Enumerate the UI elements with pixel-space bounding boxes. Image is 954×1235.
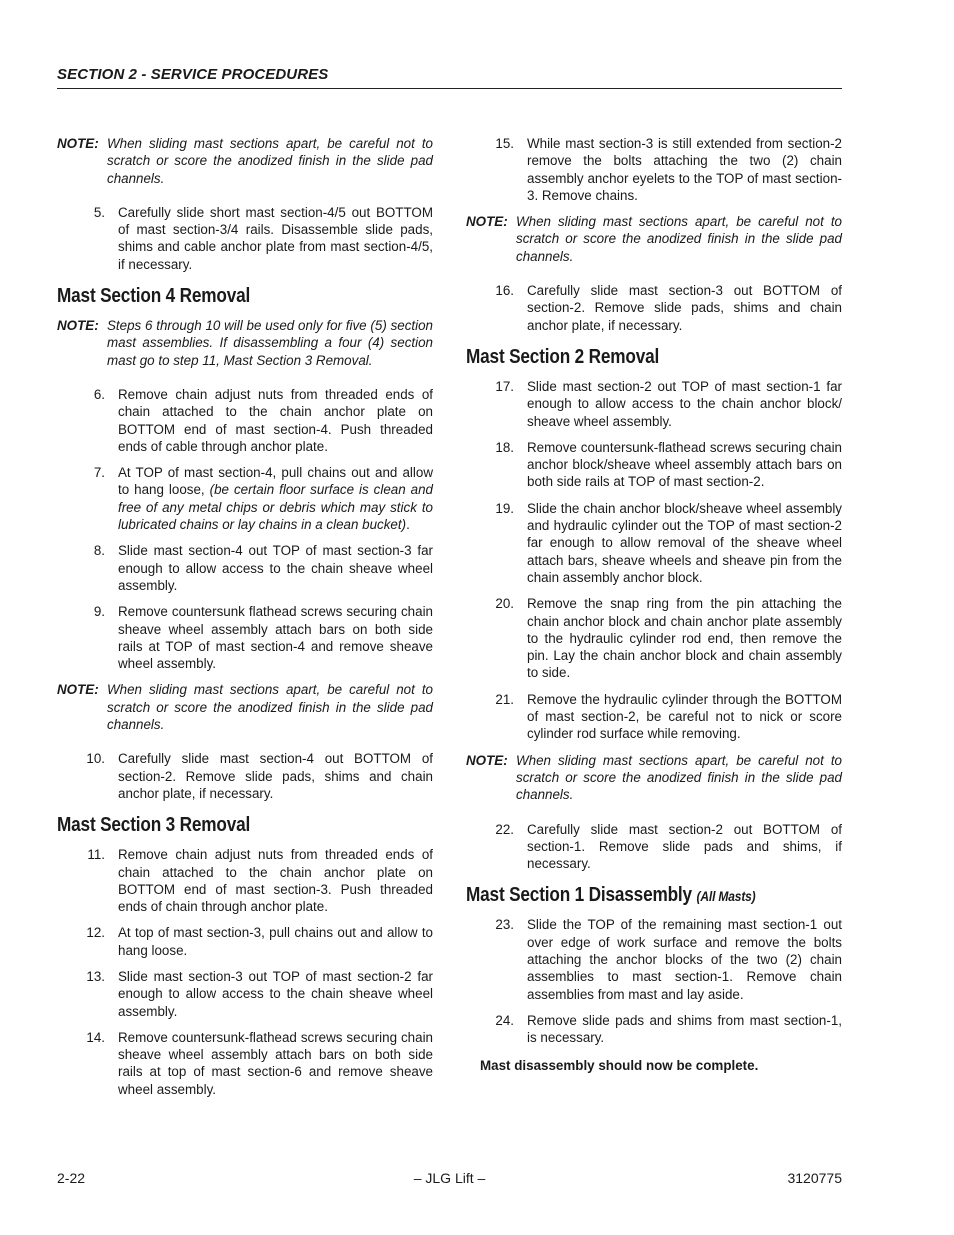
step-number: 7. [93, 465, 105, 481]
section-header: SECTION 2 - SERVICE PROCEDURES [57, 66, 842, 89]
step-13 [57, 968, 433, 1020]
note-label: NOTE: [466, 214, 508, 230]
step-number: 24. [495, 1012, 514, 1028]
step-number: 10. [86, 751, 105, 767]
heading-mast-section-2: Mast Section 2 Removal [466, 345, 660, 368]
step-21 [466, 691, 842, 743]
note-text: When sliding mast sections apart, be careful not to scratch or score the anodized finish in the slide pad channels. [516, 752, 842, 803]
step-number: 15. [495, 136, 514, 151]
step-11 [57, 846, 433, 915]
step-text-end: . [406, 517, 410, 533]
document-number: 3120775 [787, 1170, 842, 1186]
step-10 [57, 750, 433, 802]
step-22 [466, 821, 842, 873]
step-text: Slide the TOP of the remaining mast section-1 out over edge of work surface and remove the bolts attaching the anchor blocks of the two (2) chain assemblies to mast section-1. Remove chain assemblies from mast and lay aside. [527, 917, 842, 1002]
step-text: At top of mast section-3, pull chains out and allow to hang loose. [118, 925, 433, 958]
step-number: 9. [93, 604, 105, 620]
heading-subtitle: (All Masts) [696, 888, 756, 905]
step-24 [466, 1012, 842, 1047]
step-number: 11. [87, 847, 105, 863]
note-text: When sliding mast sections apart, be careful not to scratch or score the anodized finish in the slide pad channels. [516, 214, 842, 264]
step-6 [57, 386, 433, 455]
note [466, 752, 842, 804]
right-column [466, 135, 842, 1073]
step-20 [466, 595, 842, 681]
note-text: Steps 6 through 10 will be used only for five (5) section mast assemblies. If disassembling a four (4) section mast go to step 11, Mast Section 3 Removal. [107, 318, 433, 368]
completion-statement: Mast disassembly should now be complete. [480, 1058, 759, 1074]
step-number: 23. [495, 917, 514, 933]
step-number: 13. [86, 968, 105, 984]
step-text: Remove countersunk-flathead screws securing chain anchor block/sheave wheel assembly attach bars on both side rails at TOP of mast section-2. [527, 439, 842, 490]
step-12 [57, 924, 433, 959]
step-text: Carefully slide mast section-2 out BOTTOM of section-1. Remove slide pads and shims, if necessary. [527, 821, 842, 872]
step-number: 14. [86, 1029, 105, 1045]
step-text: Carefully slide mast section-3 out BOTTOM of section-2. Remove slide pads, shims and chain anchor plate, if necessary. [527, 283, 842, 333]
step-7 [57, 464, 433, 533]
step-text: Carefully slide short mast section-4/5 out BOTTOM of mast section-3/4 rails. Disassemble slide pads, shims and cable anchor plate from mast section-4/5, if necessary. [118, 204, 433, 272]
step-number: 22. [495, 821, 514, 837]
step-14 [57, 1029, 433, 1098]
note-label: NOTE: [57, 682, 99, 698]
step-text: Remove the hydraulic cylinder through the BOTTOM of mast section-2, be careful not to nick or score cylinder rod surface while removing. [527, 691, 842, 742]
step-16 [466, 282, 842, 334]
step-number: 20. [495, 596, 514, 612]
footer-brand: – JLG Lift – [413, 1170, 486, 1186]
step-number: 5. [93, 204, 105, 220]
step-number: 8. [93, 543, 105, 559]
step-number: 21. [495, 691, 514, 707]
step-number: 6. [93, 386, 105, 402]
note-text: When sliding mast sections apart, be careful not to scratch or score the anodized finish in the slide pad channels. [107, 136, 433, 186]
heading-mast-section-4: Mast Section 4 Removal [57, 285, 251, 308]
step-18 [466, 439, 842, 491]
step-text-main: At TOP of mast section-4, pull chains out and allow to hang loose, [118, 465, 433, 498]
note [466, 213, 842, 265]
step-text: Carefully slide mast section-4 out BOTTOM of section-2. Remove slide pads, shims and chain anchor plate, if necessary. [118, 751, 433, 801]
step-text: Remove slide pads and shims from mast section-1, is necessary. [527, 1012, 842, 1046]
step-number: 17. [495, 378, 514, 394]
step-text: Remove chain adjust nuts from threaded ends of chain attached to the chain anchor plate on BOTTOM end of mast section-3. Push threaded ends of chain through anchor plate. [118, 847, 433, 915]
page-number: 2-22 [57, 1170, 86, 1186]
note [57, 317, 433, 369]
note-text: When sliding mast sections apart, be careful not to scratch or score the anodized finish in the slide pad channels. [107, 682, 433, 733]
heading-text: Mast Section 1 Disassembly [466, 884, 692, 907]
step-text: Slide mast section-3 out TOP of mast section-2 far enough to allow access to the chain sheave wheel assembly. [118, 968, 433, 1019]
note-label: NOTE: [57, 318, 99, 334]
step-8 [57, 542, 433, 594]
step-19 [466, 500, 842, 586]
step-9 [57, 603, 433, 672]
left-column [57, 135, 433, 1107]
step-text: Remove chain adjust nuts from threaded ends of chain attached to the chain anchor plate on BOTTOM end of mast section-4. Push threaded ends of cable through anchor plate. [118, 386, 433, 454]
step-number: 12. [86, 925, 105, 941]
note-label: NOTE: [57, 136, 99, 151]
step-5 [57, 204, 433, 273]
step-number: 19. [495, 500, 514, 516]
step-text: Remove countersunk-flathead screws securing chain sheave wheel assembly attach bars on both side rails at top of mast section-6 and remove sheave wheel assembly. [118, 1029, 433, 1097]
step-text: Slide mast section-2 out TOP of mast section-1 far enough to allow access to the chain anchor block/ sheave wheel assembly. [527, 378, 842, 429]
note [57, 135, 433, 187]
step-17 [466, 378, 842, 430]
step-text: Remove the snap ring from the pin attaching the chain anchor block and chain anchor plate assembly to the hydraulic cylinder rod end, then remove the pin. Lay the chain anchor block and chain assembly to side. [527, 596, 842, 681]
step-number: 16. [495, 283, 514, 299]
step-text: While mast section-3 is still extended from section-2 remove the bolts attaching the two (2) chain assembly anchor eyelets to the TOP of mast section-3. Remove chains. [527, 136, 842, 203]
step-text [105, 464, 433, 533]
note [57, 681, 433, 733]
step-text: Slide mast section-4 out TOP of mast section-3 far enough to allow access to the chain sheave wheel assembly. [118, 543, 433, 593]
step-number: 18. [495, 439, 514, 455]
heading-mast-section-3: Mast Section 3 Removal [57, 814, 251, 837]
step-text: Remove countersunk flathead screws securing chain sheave wheel assembly attach bars on both side rails at TOP of mast section-4 and remove sheave wheel assembly. [118, 604, 433, 672]
step-15 [466, 135, 842, 204]
heading-mast-section-1 [466, 884, 789, 907]
note-label: NOTE: [466, 752, 508, 768]
step-text: Slide the chain anchor block/sheave wheel assembly and hydraulic cylinder out the TOP of mast section-2 far enough to allow removal of the sheave wheel attach bars, sheave wheels and sheave pin from the chain assembly anchor block. [527, 500, 842, 585]
step-23 [466, 916, 842, 1002]
step-text-italic: (be certain floor surface is clean and free of any metal chips or debris which may stick to lubricated chains or lay chains in a clean bucket) [118, 482, 433, 533]
